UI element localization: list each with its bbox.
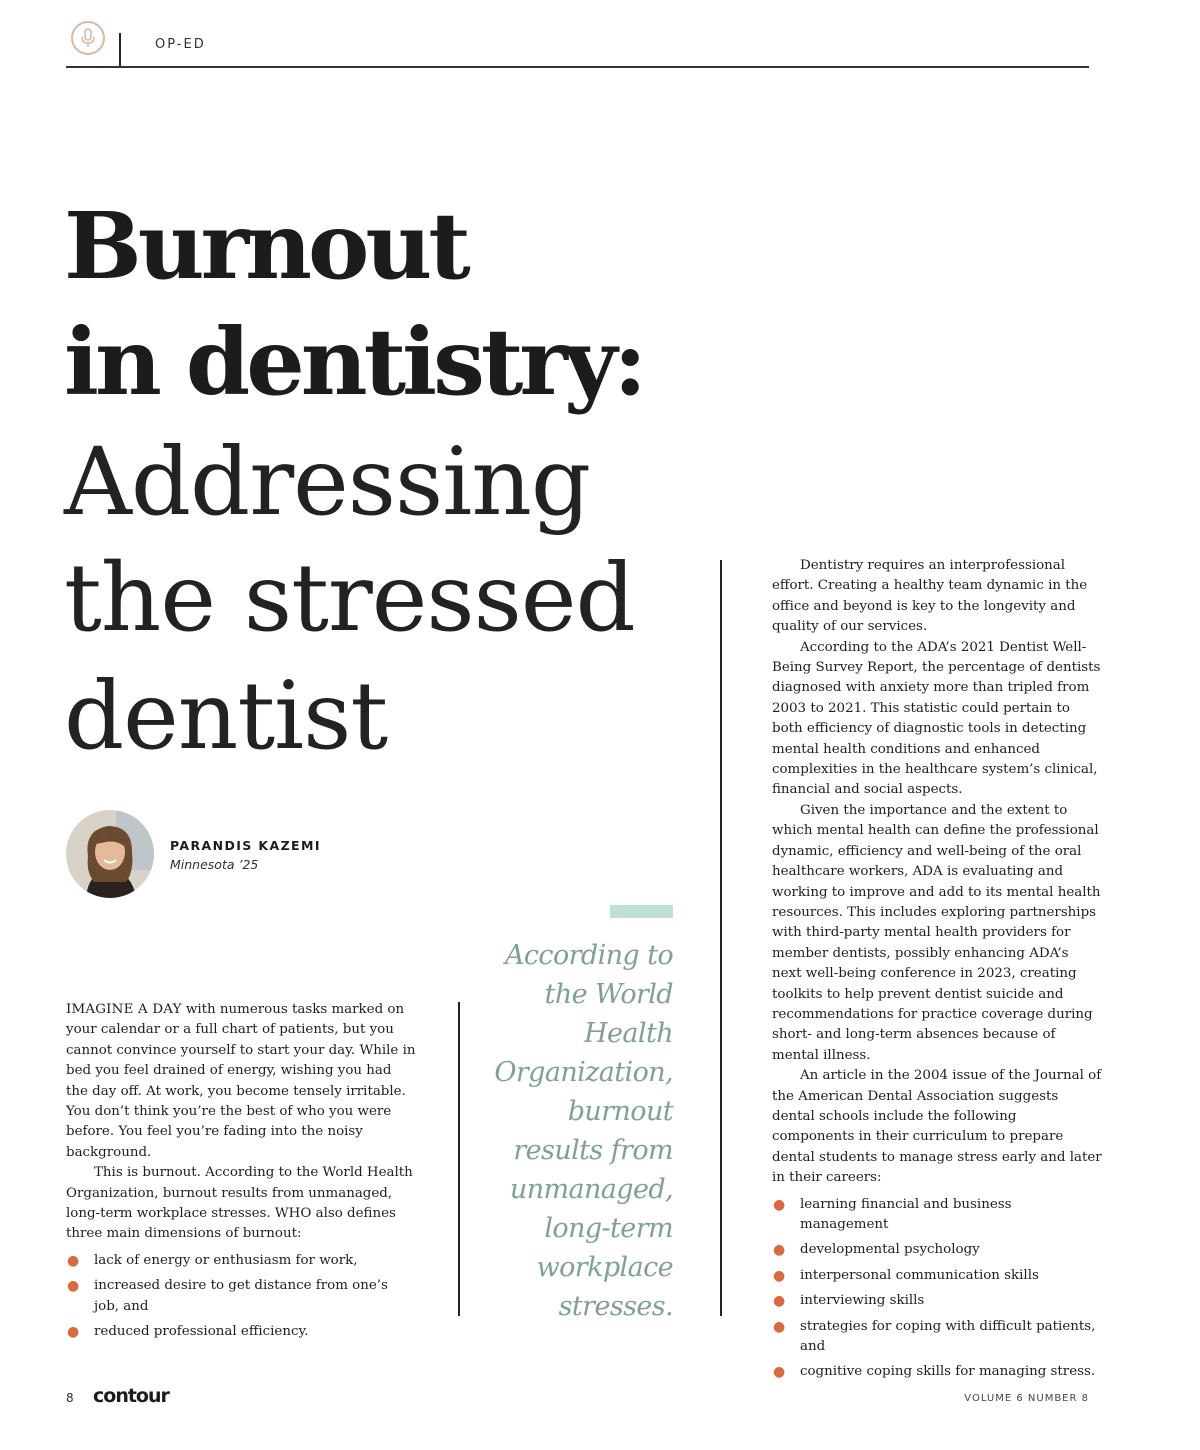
list-item: ● learning financial and business management xyxy=(773,1196,1012,1232)
burnout-dimensions-list xyxy=(66,1251,416,1343)
author-name: PARANDIS KAZEMI xyxy=(170,838,321,853)
bullet-icon: ● xyxy=(773,1242,786,1259)
lead-in: IMAGINE A DAY xyxy=(66,1002,182,1017)
left-column xyxy=(66,1000,416,1348)
list-item: ● increased desire to get distance from one’s job, and xyxy=(67,1278,388,1314)
volume-issue: VOLUME 6 NUMBER 8 xyxy=(964,1393,1089,1404)
list-item: ● reduced professional efficiency. xyxy=(66,1322,416,1342)
bullet-icon: ● xyxy=(67,1252,80,1269)
header-divider xyxy=(119,33,121,67)
pull-quote-accent-bar xyxy=(610,905,673,918)
bullet-icon: ● xyxy=(67,1278,80,1295)
right-para-4: An article in the 2004 issue of the Journal of the American Dental Association suggests dental schools include the following components in their curriculum to prepare dental students to manage stress early and later in their careers: xyxy=(772,1068,1102,1186)
pull-quote-line: results from xyxy=(513,1135,673,1166)
right-para-1: Dentistry requires an interprofessional effort. Creating a healthy team dynamic in the office and beyond is key to the longevity and quality of our services. xyxy=(772,558,1088,635)
pull-quote-line: According to xyxy=(505,940,673,971)
list-item: ● developmental psychology xyxy=(772,1240,1102,1260)
bullet-icon: ● xyxy=(67,1324,80,1341)
microphone-icon xyxy=(71,21,105,55)
column-divider-right xyxy=(720,560,722,1316)
right-column xyxy=(772,556,1102,1388)
left-para-1 xyxy=(66,1000,416,1163)
bullet-icon: ● xyxy=(773,1293,786,1310)
list-item: ● interviewing skills xyxy=(772,1291,1102,1311)
list-item: ● strategies for coping with difficult patients, and xyxy=(773,1318,1096,1355)
bullet-icon: ● xyxy=(773,1364,786,1381)
pull-quote-line: Health xyxy=(584,1018,673,1049)
title-line-4: the stressed xyxy=(64,544,635,653)
right-para-3: Given the importance and the extent to which mental health can define the professional dynamic, efficiency and well-being of the oral healthcare workers, ADA is evaluating and working to improve and add to its mental health resources. This includes exploring partnerships with third-party mental health providers for member dentists, possibly enhancing ADA’s next well-being conference in 2023, creating toolkits to help prevent dentist suicide and recommendations for practice coverage during short- and long-term absences because of mental illness. xyxy=(772,802,1101,1063)
author-avatar xyxy=(66,810,154,898)
left-para-2: This is burnout. According to the World Health Organization, burnout results from unmanaged, long-term workplace stresses. WHO also defines three main dimensions of burnout: xyxy=(66,1165,413,1242)
left-para-1-text: with numerous tasks marked on your calendar or a full chart of patients, but you cannot convince yourself to start your day. While in bed you feel drained of energy, wishing you had the day off. At work, you become tensely irritable. You don’t think you’re the best of who you were before. You feel you’re fading into the noisy background. xyxy=(66,1002,416,1160)
title-line-3: Addressing xyxy=(64,428,591,537)
title-line-2: in dentistry: xyxy=(64,308,644,416)
pull-quote-line: stresses. xyxy=(558,1291,673,1322)
title-line-5: dentist xyxy=(64,662,388,771)
right-para-2: According to the ADA’s 2021 Dentist Well-Being Survey Report, the percentage of dentists diagnosed with anxiety more than tripled from 2003 to 2021. This statistic could pertain to both efficiency of diagnostic tools in detecting mental health conditions and enhanced complexities in the healthcare system’s clinical, financial and social aspects. xyxy=(772,639,1101,798)
list-item: ● cognitive coping skills for managing stress. xyxy=(772,1362,1102,1382)
list-item: ● interpersonal communication skills xyxy=(772,1266,1102,1286)
pull-quote-line: long-term xyxy=(544,1213,673,1244)
page-number: 8 xyxy=(66,1391,74,1405)
pull-quote-line: unmanaged, xyxy=(509,1174,673,1205)
pull-quote-line: the World xyxy=(544,979,673,1010)
pull-quote-line: burnout xyxy=(567,1096,673,1127)
pull-quote-line: workplace xyxy=(536,1252,673,1283)
header-rule xyxy=(66,66,1089,68)
author-affiliation: Minnesota ’25 xyxy=(170,857,259,872)
section-label: OP-ED xyxy=(155,37,206,52)
bullet-icon: ● xyxy=(773,1196,786,1213)
brand-logo: contour xyxy=(93,1385,169,1407)
list-item: ● lack of energy or enthusiasm for work, xyxy=(66,1251,416,1271)
curriculum-components-list xyxy=(772,1195,1102,1383)
bullet-icon: ● xyxy=(773,1318,786,1335)
column-divider-left xyxy=(458,1002,460,1316)
pull-quote xyxy=(478,936,673,1326)
pull-quote-line: Organization, xyxy=(494,1057,673,1088)
bullet-icon: ● xyxy=(773,1267,786,1284)
title-line-1: Burnout xyxy=(64,192,467,300)
